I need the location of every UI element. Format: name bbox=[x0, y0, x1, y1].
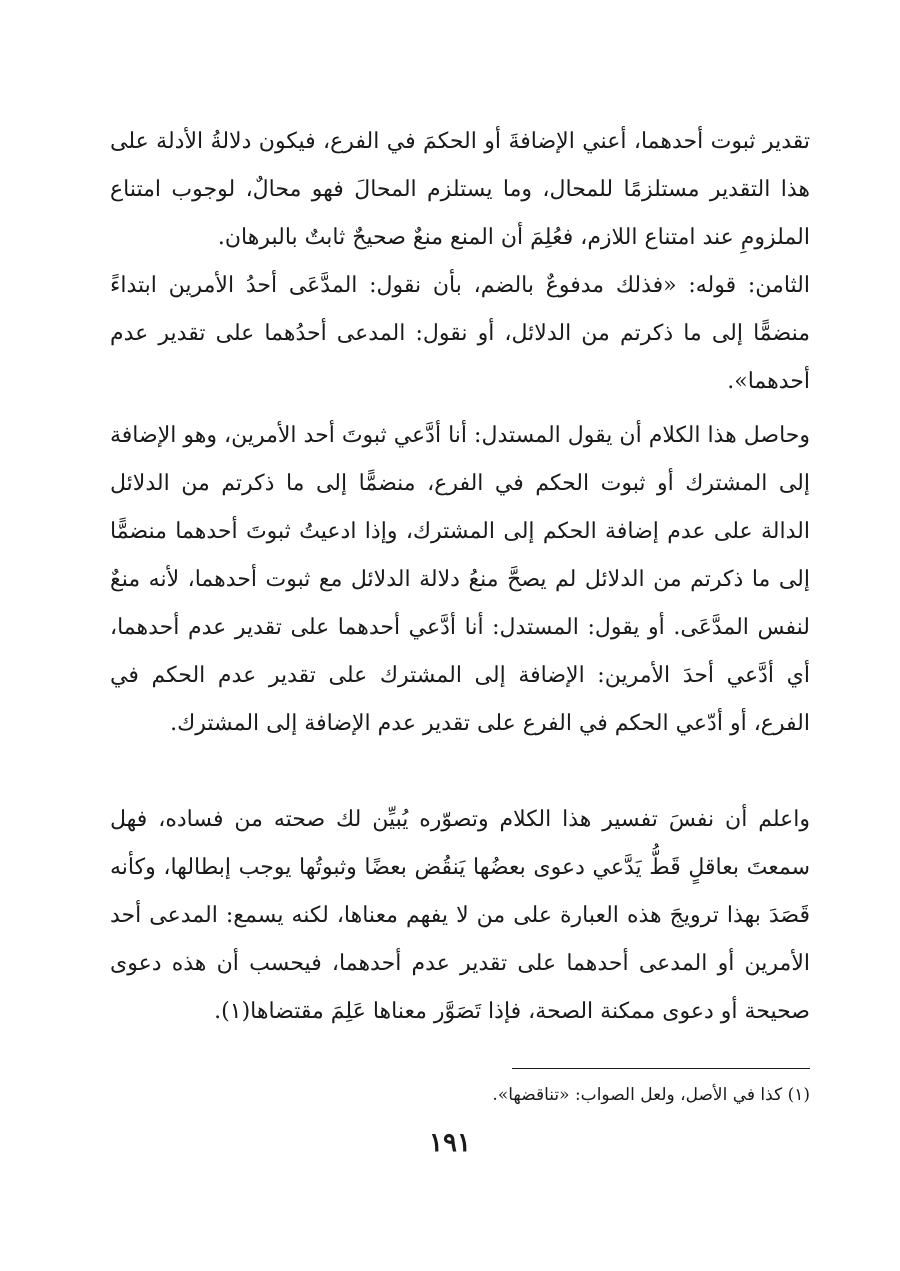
paragraph-3: وحاصل هذا الكلام أن يقول المستدل: أنا أدَّعي ثبوتَ أحد الأمرين، وهو الإضافة إلى المشترك أو ثبوت الحكم في الفرع، منضمًّا إلى ما ذكرتم من الدلائل الدالة على عدم إضافة الحكم إلى المشترك، وإذا ادعيتُ ثبوتَ أحدهما منضمًّا إلى ما ذكرتم من الدلائل لم يصحَّ منعُ دلالة الدلائل مع ثبوت أحدهما، لأنه منعٌ لنفس المدَّعَى. أو يقول: المستدل: أنا أدَّعي أحدهما على تقدير عدم أحدهما، أي أدَّعي أحدَ الأمرين: الإضافة إلى المشترك على تقدير عدم الحكم في الفرع، أو أدّعي الحكم في الفرع على تقدير عدم الإضافة إلى المشترك. bbox=[110, 423, 810, 736]
footnote-separator bbox=[512, 1068, 810, 1069]
footnote: (١) كذا في الأصل، ولعل الصواب: «تناقضها». bbox=[492, 1085, 810, 1105]
page-number: ١٩١ bbox=[429, 1128, 471, 1158]
paragraph-2: الثامن: قوله: «فذلك مدفوعٌ بالضم، بأن نقول: المدَّعَى أحدُ الأمرين ابتداءً منضمًّا إلى ما ذكرتم من الدلائل، أو نقول: المدعى أحدُهما على تقدير عدم أحدهما». bbox=[110, 273, 810, 394]
paragraph-1: تقدير ثبوت أحدهما، أعني الإضافةَ أو الحكمَ في الفرع، فيكون دلالةُ الأدلة على هذا التقدير مستلزمًا للمحال، وما يستلزم المحالَ فهو محالٌ، لوجوب امتناع الملزومِ عند امتناع اللازم، فعُلِمَ أن المنع منعٌ صحيحٌ ثابتٌ بالبرهان. bbox=[110, 129, 810, 250]
paragraph-4: واعلم أن نفسَ تفسير هذا الكلام وتصوّره يُبيِّن لك صحته من فساده، فهل سمعتَ بعاقلٍ قَطُّ يَدَّعي دعوى بعضُها يَنقُض بعضًا وثبوتُها يوجب إبطالها، وكأنه قَصَدَ بهذا ترويجَ هذه العبارة على من لا يفهم معناها، لكنه يسمع: المدعى أحد الأمرين أو المدعى أحدهما على تقدير عدم أحدهما، فيحسب أن هذه دعوى صحيحة أو دعوى ممكنة الصحة، فإذا تَصَوَّر معناها عَلِمَ مقتضاها(١). bbox=[110, 807, 810, 1024]
